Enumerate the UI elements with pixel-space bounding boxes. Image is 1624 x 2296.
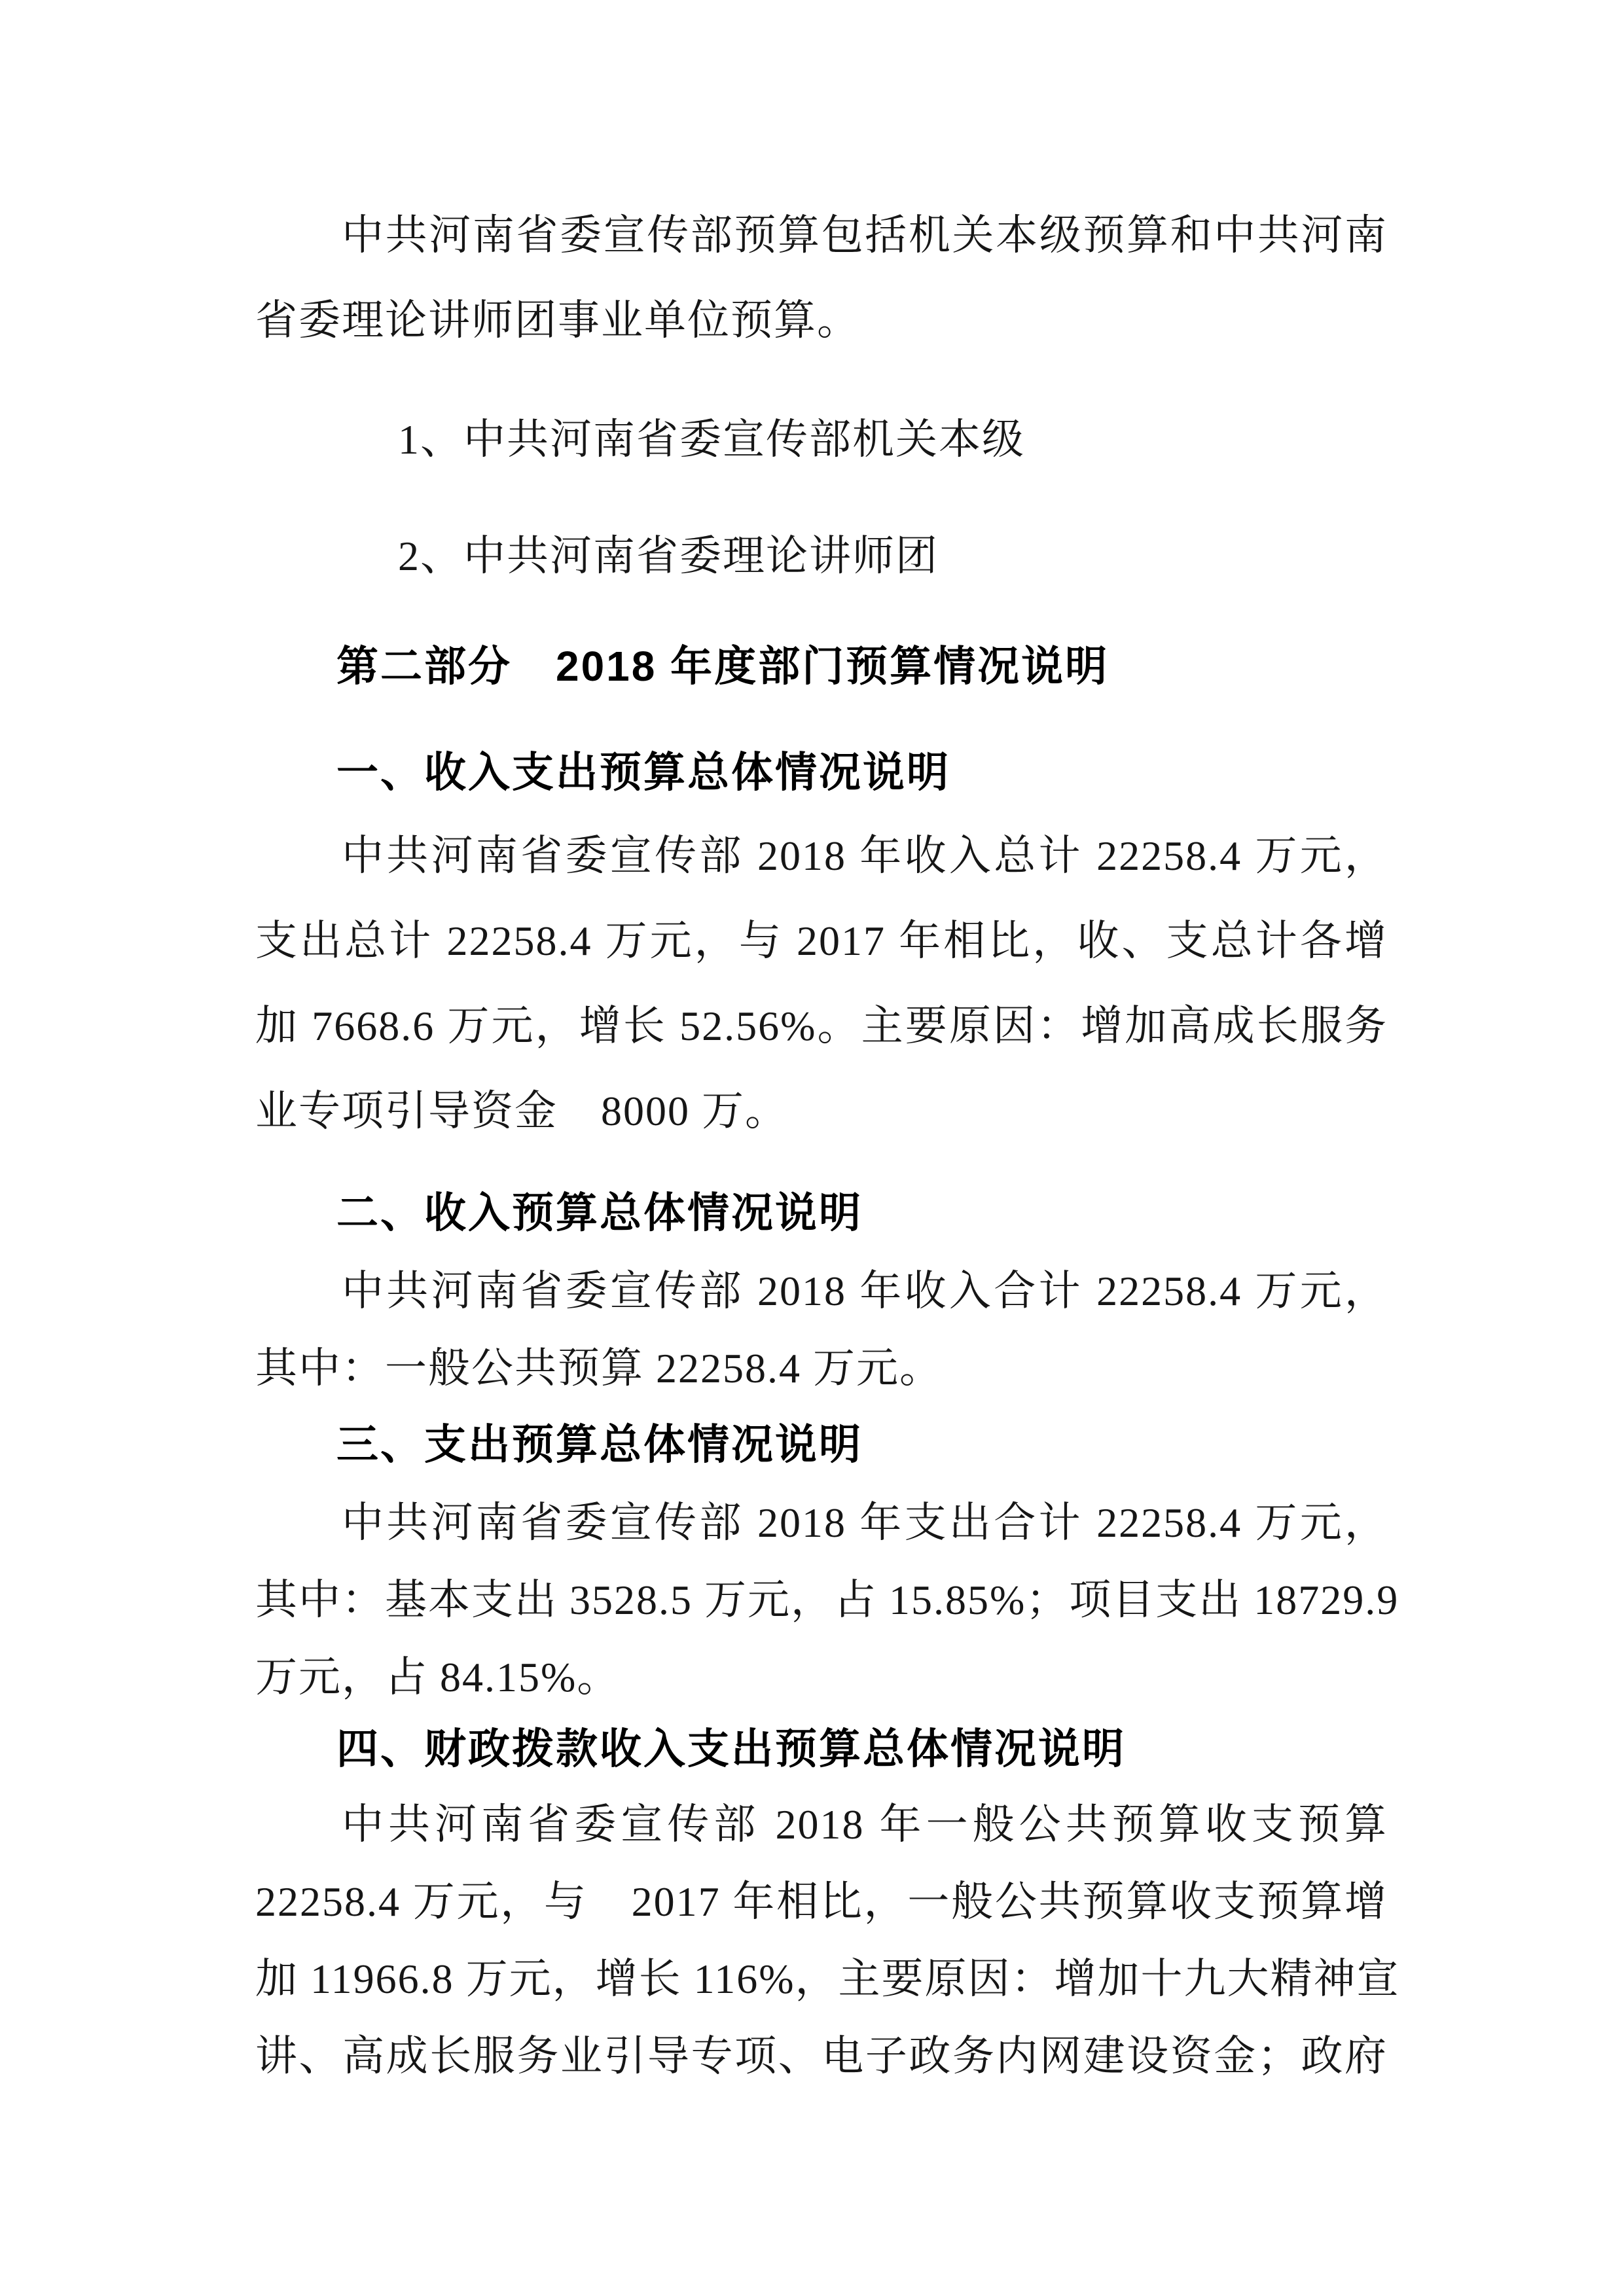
intro-paragraph — [255, 193, 1388, 363]
section-4-paragraph — [255, 1786, 1400, 2095]
page-content — [255, 0, 1400, 2095]
list-item-text: 1、中共河南省委宣传部机关本级 — [398, 416, 1025, 463]
paragraph-line: 22258.4 万元，与 2017 年相比，一般公共预算收支预算增 — [255, 1878, 1388, 1925]
paragraph-line: 加 7668.6 万元，增长 52.56%。主要原因：增加高成长服务 — [255, 1003, 1388, 1049]
paragraph-line: 中共河南省委宣传部预算包括机关本级预算和中共河南 — [342, 212, 1388, 259]
paragraph-line: 中共河南省委宣传部 2018 年一般公共预算收支预算 — [342, 1801, 1388, 1848]
list-item-text: 2、中共河南省委理论讲师团 — [398, 533, 939, 579]
paragraph-line: 万元，占 84.15%。 — [255, 1654, 621, 1700]
paragraph-line: 加 11966.8 万元，增长 116%，主要原因：增加十九大精神宣 — [255, 1956, 1400, 2002]
section-3-paragraph — [255, 1484, 1399, 1716]
section-3-heading: 三、支出预算总体情况说明 — [336, 1421, 863, 1468]
paragraph-line: 讲、高成长服务业引导专项、电子政务内网建设资金；政府 — [255, 2033, 1388, 2079]
section-1-paragraph — [255, 814, 1388, 1154]
list-item-1 — [255, 397, 1388, 482]
paragraph-line: 支出总计 22258.4 万元，与 2017 年相比，收、支总计各增 — [255, 918, 1388, 964]
section-2-paragraph — [255, 1253, 1388, 1407]
paragraph-line: 省委理论讲师团事业单位预算。 — [255, 297, 860, 344]
paragraph-line: 其中：基本支出 3528.5 万元，占 15.85%；项目支出 18729.9 — [255, 1577, 1399, 1623]
list-item-2 — [255, 514, 1388, 599]
paragraph-line: 其中：一般公共预算 22258.4 万元。 — [255, 1345, 943, 1391]
section-1-heading: 一、收入支出预算总体情况说明 — [336, 749, 950, 796]
paragraph-line: 中共河南省委宣传部 2018 年收入合计 22258.4 万元， — [342, 1268, 1388, 1314]
paragraph-line: 中共河南省委宣传部 2018 年支出合计 22258.4 万元， — [342, 1499, 1388, 1546]
part2-heading: 第二部分 2018 年度部门预算情况说明 — [336, 643, 1110, 690]
section-2-heading: 二、收入预算总体情况说明 — [336, 1189, 863, 1236]
paragraph-line: 业专项引导资金 8000 万。 — [255, 1088, 788, 1134]
section-4-heading: 四、财政拨款收入支出预算总体情况说明 — [336, 1725, 1126, 1772]
paragraph-line: 中共河南省委宣传部 2018 年收入总计 22258.4 万元， — [342, 833, 1388, 879]
